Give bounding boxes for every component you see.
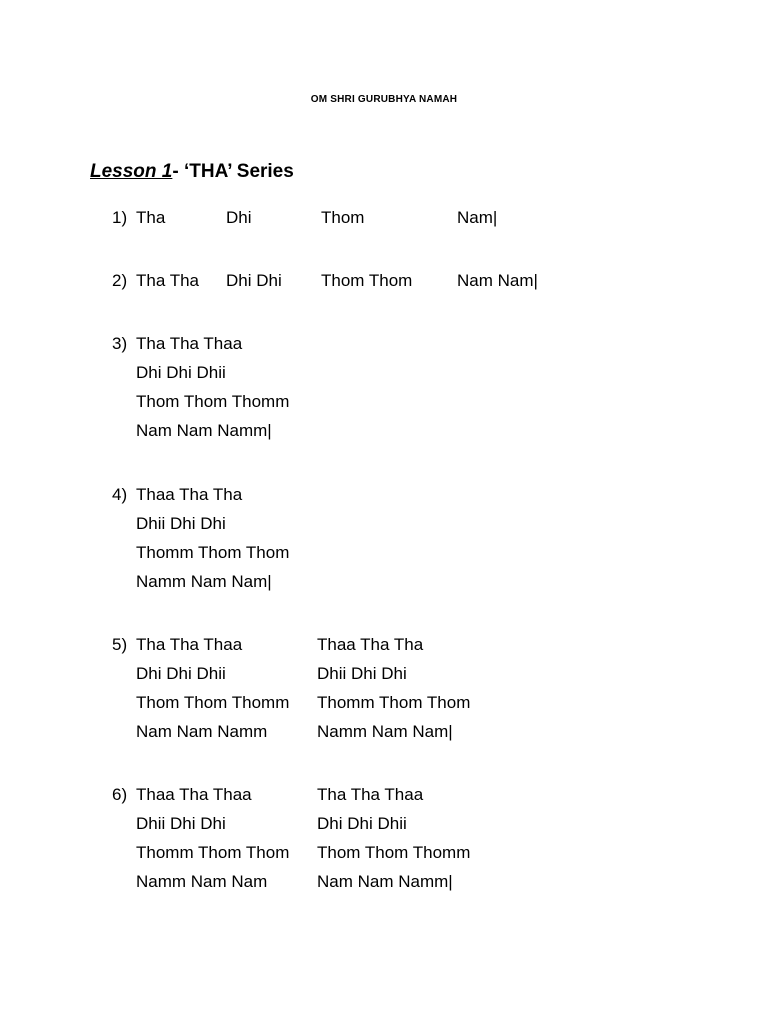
syllable-line: Tha Tha Thaa — [136, 334, 243, 353]
syllable-line-second: Thaa Tha Tha — [317, 635, 424, 654]
syllable-line: Nam Nam Namm| — [136, 421, 272, 440]
exercise-number: 5) — [112, 635, 128, 654]
syllable-line-second: Tha Tha Thaa — [317, 785, 424, 804]
exercise-number: 3) — [112, 334, 128, 353]
syllable-line: Thom Thom Thomm — [136, 392, 290, 411]
syllable-line-second: Dhii Dhi Dhi — [317, 664, 407, 683]
syllable-cell: Dhi Dhi — [226, 271, 282, 290]
syllable-line: Namm Nam Nam — [136, 872, 268, 891]
syllable-line: Dhii Dhi Dhi — [136, 814, 226, 833]
syllable-line: Thaa Tha Tha — [136, 485, 243, 504]
exercise-number: 1) — [112, 208, 128, 227]
syllable-cell: Nam Nam| — [457, 271, 538, 290]
series-label: - ‘THA’ Series — [172, 161, 294, 182]
lesson-label: Lesson 1 — [90, 161, 173, 182]
syllable-line: Thom Thom Thomm — [136, 693, 290, 712]
syllable-cell: Dhi — [226, 208, 252, 227]
lesson-title — [90, 161, 294, 183]
exercise-number: 4) — [112, 485, 128, 504]
page-header: OM SHRI GURUBHYA NAMAH — [310, 94, 458, 105]
syllable-line-second: Nam Nam Namm| — [317, 872, 453, 891]
syllable-cell: Tha Tha — [136, 271, 200, 290]
syllable-cell: Thom — [321, 208, 365, 227]
syllable-cell: Tha — [136, 208, 166, 227]
syllable-line: Thomm Thom Thom — [136, 843, 290, 862]
syllable-line: Dhii Dhi Dhi — [136, 514, 226, 533]
syllable-line: Namm Nam Nam| — [136, 572, 272, 591]
syllable-line: Tha Tha Thaa — [136, 635, 243, 654]
syllable-line: Dhi Dhi Dhii — [136, 363, 226, 382]
syllable-line-second: Dhi Dhi Dhii — [317, 814, 407, 833]
syllable-line: Thaa Tha Thaa — [136, 785, 252, 804]
syllable-line: Thomm Thom Thom — [136, 543, 290, 562]
exercise-number: 6) — [112, 785, 128, 804]
syllable-cell: Thom Thom — [321, 271, 413, 290]
syllable-line-second: Thomm Thom Thom — [317, 693, 471, 712]
exercise-number: 2) — [112, 271, 128, 290]
syllable-line-second: Thom Thom Thomm — [317, 843, 471, 862]
syllable-cell: Nam| — [457, 208, 498, 227]
syllable-line: Dhi Dhi Dhii — [136, 664, 226, 683]
syllable-line-second: Namm Nam Nam| — [317, 722, 453, 741]
syllable-line: Nam Nam Namm — [136, 722, 268, 741]
